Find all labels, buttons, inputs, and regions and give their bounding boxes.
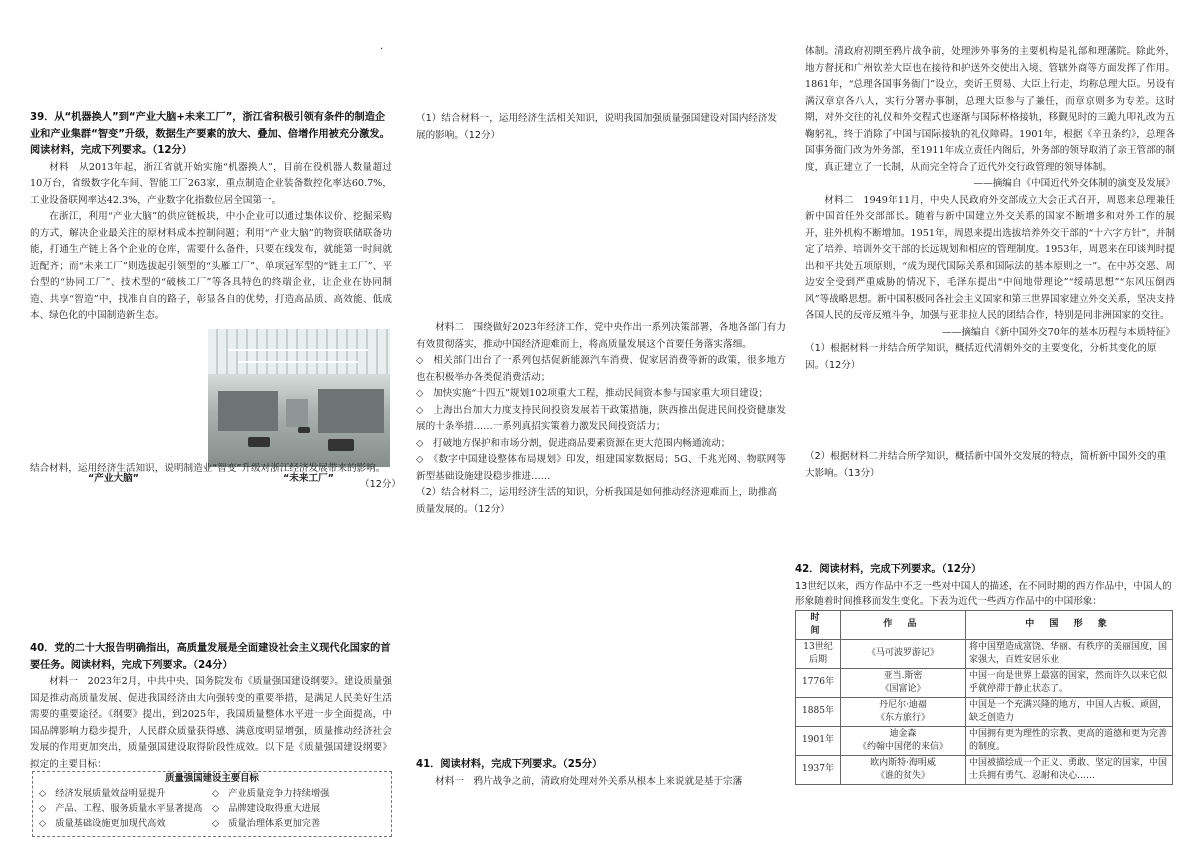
source-1: ——摘编自《中国近代外交体制的演变及发展》 xyxy=(973,178,1175,189)
q39-score: （12分） xyxy=(360,479,401,490)
table-row xyxy=(796,726,1173,755)
q41-material-block xyxy=(805,44,1175,374)
policy-item: ◇ 打破地方保护和市场分割，促进商品要素资源在更大范围内畅通流动； xyxy=(416,437,731,449)
q40-material-2: 材料二 围绕做好2023年经济工作，党中央作出一系列决策部署，各地各部门有力有效贯彻落实，推动中国经济迎难而上，将高质量发展这个首要任务落实落细。 xyxy=(416,322,786,350)
cell-time: 1885年 xyxy=(796,697,841,726)
cell-time: 1776年 xyxy=(796,668,841,697)
policy-item: ◇ 相关部门出台了一系列包括促新能源汽车消费、促家居消费等新的政策，很多地方也在积极举办各类促消费活动； xyxy=(416,355,786,383)
q40-material-1: 材料一 2023年2月，中共中央、国务院发布《质量强国建设纲要》。建设质量强国是推动高质量发展、促进我国经济由大向强转变的重要举措，是满足人民美好生活需要的重要途径。《纲要》提出，到2025年，我国质量整体水平进一步全面提高，中国品牌影响力稳步提升，人民群众质量获得感、满意度明显增强，质量推动经济社会发展的作用更加突出，质量强国建设取得阶段性成效。以下是《质量强国建设纲要》拟定的主要目标： xyxy=(30,676,392,770)
cell-time: 13世纪后期 xyxy=(796,639,841,668)
q41-material-1: 材料一 鸦片战争之前，清政府处理对外关系从根本上来说就是基于宗藩 xyxy=(435,775,743,787)
goals-title: 质量强国建设主要目标 xyxy=(165,773,259,784)
policy-item: ◇ 加快实施“十四五”规划102项重大工程，推动民间资本参与国家重大项目建设； xyxy=(416,388,769,399)
table-header-row xyxy=(796,610,1173,639)
q39-ask-text: 结合材料，运用经济生活知识，说明制造业“智变”升级对浙江经济发展带来的影响。 xyxy=(30,463,386,474)
q42-intro: 13世纪以来，西方作品中不乏一些对中国人的描述，在不同时期的西方作品中，中国人的形象随着时间推移而发生变化。下表为近代一些西方作品中的中国形象： xyxy=(795,580,1172,607)
cell-work: 丹尼尔·迪福 《东方旅行》 xyxy=(841,697,966,726)
q40-part1 xyxy=(416,111,786,144)
goal-item: ◇ 经济发展质量效益明显提升 xyxy=(39,788,166,799)
question-42 xyxy=(795,562,1173,785)
q39-title: 39．从“机器换人”到“产业大脑+未来工厂”，浙江省积极引领有条件的制造企业和产业集群“智变”升级，数据生产要素的放大、叠加、倍增作用被充分激发。阅读材料，完成下列要求。（12分） xyxy=(30,112,390,156)
cell-image: 中国是一个充满兴隆的地方，中国人古板、顽固，缺乏创造力 xyxy=(966,697,1173,726)
source-2: ——摘编自《新中国外交70年的基本历程与本质特征》 xyxy=(942,326,1175,338)
table-header: 作 品 xyxy=(841,610,966,639)
cell-time: 1937年 xyxy=(796,755,841,784)
cell-time: 1901年 xyxy=(796,726,841,755)
goal-item: ◇ 品牌建设取得重大进展 xyxy=(212,803,321,814)
q41-part2 xyxy=(805,449,1175,482)
question-41 xyxy=(416,757,786,790)
q42-title: 42．阅读材料，完成下列要求。（12分） xyxy=(795,564,982,575)
cell-image: 中国一向是世界上最富的国家，然而许久以来它似乎就停滞于静止状态了。 xyxy=(966,668,1173,697)
caption-future-factory: “未来工厂” xyxy=(283,473,334,484)
goal-item: ◇ 质量基础设施更加现代高效 xyxy=(39,818,166,829)
page-dot: · xyxy=(380,44,384,55)
table-header: 时 间 xyxy=(796,610,841,639)
goal-item: ◇ 产品、工程、服务质量水平显著提高 xyxy=(39,803,203,814)
policy-item: ◇ 上海出台加大力度支持民间投资发展若干政策措施，陕西推出促进民间投资健康发展的十条举措……一系列真招实策着力激发民间投资活力； xyxy=(416,404,786,432)
china-image-table xyxy=(795,610,1173,785)
q39-material: 材料 从2013年起，浙江省就开始实施“机器换人”，目前在役机器人数量超过10万台，省级数字化车间、智能工厂263家，重点制造企业装备数控化率达60.7%，工业设备联网率达42.3%，产业数字化指数位居全国第一。 xyxy=(30,161,392,206)
question-39 xyxy=(30,110,392,325)
q39-ask xyxy=(30,461,402,478)
policy-item: ◇ 《数字中国建设整体布局规划》印发，组建国家数据局；5G、千兆光网、物联网等新型基础设施建设稳步推进…… xyxy=(416,454,786,482)
table-row xyxy=(796,755,1173,784)
table-row xyxy=(796,668,1173,697)
q41-material-2: 材料二 1949年11月，中央人民政府外交部成立大会正式召开，周恩来总理兼任新中国首任外交部部长。随着与新中国建立外交关系的国家不断增多和对外工作的展开，驻外机构不断增加。1951年，周恩来提出选拔培养外交干部的“十六字方针”，并制定了培养、培训外交干部的长远规划和相应的管理制度。1953年，周恩来在印谈判时提出和平共处五项原则，“成为现代国际关系和国际法的基本原则之一”。在中苏交恶、周边安全受到严重威胁的情况下，毛泽东提出“中间地带理论”“绥靖思想”“东风压倒西风”等战略思想。新中国积极同各社会主义国家和第三世界国家建立外交关系，坚决支持各国人民的反帝反殖斗争，加强与亚非拉人民的团结合作，特别是同非洲国家的交往。 xyxy=(805,194,1176,321)
q40-material-2-block xyxy=(416,320,786,518)
table-header: 中 国 形 象 xyxy=(966,610,1173,639)
cell-work: 迪金森 《约翰中国佬的来信》 xyxy=(841,726,966,755)
table-row xyxy=(796,697,1173,726)
table-row xyxy=(796,639,1173,668)
q41-material-1-cont: 体制。清政府初期至鸦片战争前，处理涉外事务的主要机构是礼部和理藩院。除此外，地方督抚和广州钦差大臣也在接待和护送外交使出入境、管辖外商等方面发挥了作用。1861年，“总理各国事务衙门”设立，奕䜣王贸易、大臣上行走，均称总理大臣。另设有满汉章京各八人，实行分署办事制，总理大臣参与了兼任，而章京则多为专差。这时期，对外交往的礼仪和外交程式也逐渐与国际杯格接轨，移觐见时的三跪九叩礼改为五鞠躬礼，终于消除了中国与国际接轨的礼仪障碍。1901年，根据《辛丑条约》，总理各国事务衙门改为外务部，至1911年成立责任内阁后，外务部的领导取消了亲王管部的制度，真正建立了一长制，从而完全符合了近代外交行政管理的领导体制。 xyxy=(805,46,1176,173)
cell-image: 将中国塑造成富饶、华丽、有秩序的美丽国度，国家强大，百姓安居乐业 xyxy=(966,639,1173,668)
q40-ask-1: （1）结合材料一，运用经济生活相关知识，说明我国加强质量强国建设对国内经济发展的影响。（12分） xyxy=(416,113,778,141)
goal-item: ◇ 质量治理体系更加完善 xyxy=(212,818,321,829)
cell-work: 欧内斯特·海明威 《谁的贫失》 xyxy=(841,755,966,784)
q40-title: 40．党的二十大报告明确指出，高质量发展是全面建设社会主义现代化国家的首要任务。阅读材料，完成下列要求。（24分） xyxy=(30,643,391,671)
cell-work: 《马可波罗游记》 xyxy=(841,639,966,668)
goal-item: ◇ 产业质量竞争力持续增强 xyxy=(212,788,330,799)
factory-photo xyxy=(208,329,390,467)
cell-image: 中国被描绘成一个正义、勇敢、坚定的国家，中国士兵拥有勇气、忍耐和决心…… xyxy=(966,755,1173,784)
q41-title: 41．阅读材料，完成下列要求。（25分） xyxy=(416,759,603,770)
goals-box xyxy=(32,771,392,837)
caption-industry-brain: “产业大脑” xyxy=(88,473,139,484)
cell-image: 中国拥有更为理性的宗教、更高的道德和更为完善的制度。 xyxy=(966,726,1173,755)
cell-work: 亚当.斯密 《国富论》 xyxy=(841,668,966,697)
q39-material-cont: 在浙江，利用“产业大脑”的供应链板块，中小企业可以通过集体议价、挖掘采购的方式，解决企业最关注的原材料成本控制问题；利用“产业大脑”的物资联储联备功能，打通生产链上各个企业的仓库，需要什么备件，只要在线发布，就能第一时间就近配齐；而“未来工厂”则选拔起引领型的“头雁工厂”、单项冠军型的“链主工厂”、平台型的“协同工厂”、技术型的“破核工厂”等各具特色的终端企业，让企业在协同制造、共享“智造”中，找准自自的路子，彰显各自的优势，打造高品质、高效能、低成本、绿色化的中国制造新生态。 xyxy=(30,211,392,321)
q41-ask-1: （1）根据材料一并结合所学知识，概括近代清朝外交的主要变化，分析其变化的原因。（12分） xyxy=(805,343,1157,371)
q41-ask-2: （2）根据材料二并结合所学知识，概括新中国外交发展的特点，简析新中国外交的重大影响。（13分） xyxy=(805,451,1167,479)
question-40 xyxy=(30,641,392,773)
q40-ask-2: （2）结合材料二，运用经济生活的知识，分析我国是如何推动经济迎难而上，助推高质量发展的。（12分） xyxy=(416,487,778,515)
